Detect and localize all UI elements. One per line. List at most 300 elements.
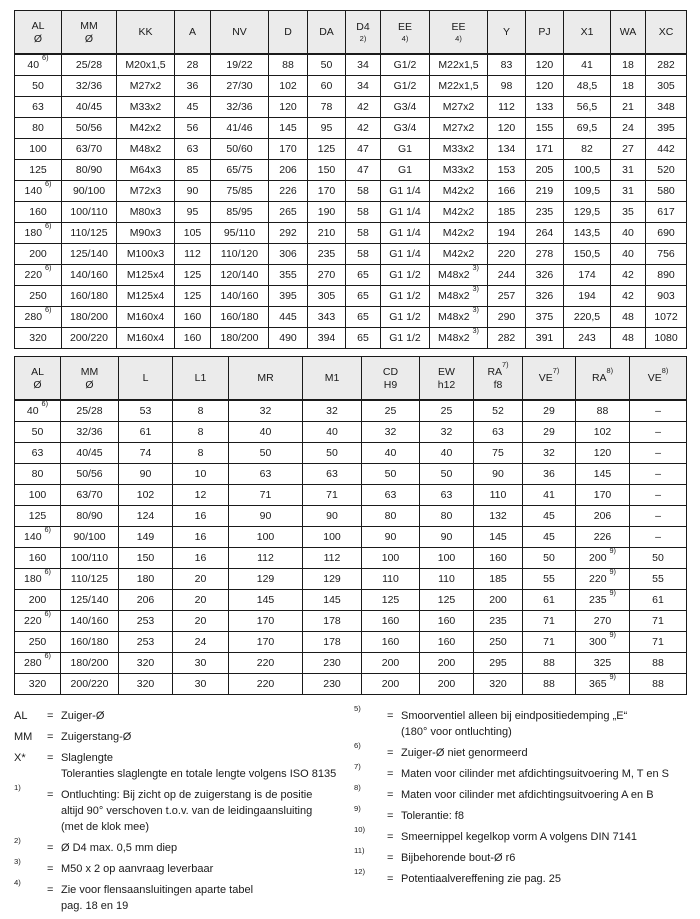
footnote-text-line: altijd 90° verschoven t.o.v. van de leidingaansluiting [61,805,313,817]
table-cell: – [630,443,687,464]
table-cell: 180 $^{6)}$ [15,569,61,590]
footnote-marker: 9) [609,568,616,577]
footnote-text [401,708,686,740]
table-row [15,307,687,328]
table-cell: 129 [303,569,362,590]
table-cell: 134 [488,139,526,160]
table-cell: 326 [526,286,564,307]
table-cell: 125 [15,506,61,527]
table-cell: 88 [576,400,630,422]
column-header [611,11,646,55]
table-cell: 320 [15,328,62,349]
table-cell: 160/180 [62,286,117,307]
table-body [15,400,687,695]
footnote-item [354,845,686,866]
table-cell: 16 [173,527,229,548]
table-cell: 110 [362,569,420,590]
table-cell: 300 $^{9)}$ [576,632,630,653]
footnote-marker: 6) [354,740,361,750]
table-cell: 110 [420,569,474,590]
column-header-sublabel: Ø [85,378,94,391]
table-cell: 50/60 [211,139,269,160]
footnote-text-line: Zuiger-Ø niet genormeerd [401,747,528,759]
footnote-marker: 6) [44,222,52,231]
table-row [15,265,687,286]
column-header-sublabel: 2) [359,34,367,43]
table-cell: 120 [269,97,308,118]
table-cell: 194 [564,286,611,307]
legend-column-left [14,708,354,919]
table-cell: 490 [269,328,308,349]
table-cell: 125 [362,590,420,611]
footnote-marker: 7) [552,365,560,375]
footnote-text [61,708,354,724]
table-cell: 42 [346,118,381,139]
table-cell: 50 [15,76,62,97]
column-header [15,357,61,401]
column-header-sublabel: H9 [383,378,398,391]
footnote-marker: 6) [44,526,51,535]
column-header-label: EW [438,365,455,378]
column-header [420,357,474,401]
table-cell: 140/160 [61,611,119,632]
table-cell: 25 [362,400,420,422]
table-cell: 120 [576,443,630,464]
table-cell: 442 [646,139,687,160]
table-cell: 65 [346,307,381,328]
footnote-text-line: Smeernippel kegelkop vorm A volgens DIN 7141 [401,831,638,843]
table-cell: 47 [346,139,381,160]
table-cell: 320 [474,674,523,695]
footnote-text-line: Zuigerstang-Ø [61,731,132,743]
table-cell: 61 [119,422,173,443]
table-cell: 32 [303,400,362,422]
table-cell: M42x2 [430,181,488,202]
table-row [15,76,687,97]
table-cell: 27 [611,139,646,160]
table-cell: 36 [175,76,211,97]
table-cell: 220,5 [564,307,611,328]
table-cell: 19/22 [211,54,269,76]
table-cell: 112 [229,548,303,569]
footnote-term [354,866,387,887]
footnote-text [401,808,686,824]
table-cell: 27/30 [211,76,269,97]
table-cell: 53 [119,400,173,422]
table-cell: 153 [488,160,526,181]
footnote-item [354,740,686,761]
table-cell: 206 [576,506,630,527]
table-cell: M160x4 [117,307,175,328]
table-cell: 32 [420,422,474,443]
table-cell: 55 [630,569,687,590]
table-cell: 150 [119,548,173,569]
table-cell: 24 [173,632,229,653]
table-cell: 178 [303,611,362,632]
table-cell: 220 $^{6)}$ [15,611,61,632]
table-cell: 29 [523,400,576,422]
table-cell: 150 [308,160,346,181]
table-cell: 226 [269,181,308,202]
column-header-label: Y [502,25,510,38]
column-header [526,11,564,55]
table-cell: 63/70 [61,485,119,506]
column-header-label: X1 [580,25,594,38]
footnote-marker: 6) [42,54,49,63]
footnote-marker: 6) [44,568,51,577]
column-header [564,11,611,55]
table-cell: 80 [420,506,474,527]
table-cell: 120 [488,118,526,139]
footnote-equals: = [387,747,394,759]
table-cell: M64x3 [117,160,175,181]
footnote-marker: 9) [609,589,616,598]
table-cell: 206 [269,160,308,181]
table-cell: 8 [173,443,229,464]
footnote-item [14,750,354,782]
footnote-marker: 9) [609,631,616,640]
table-cell: 52 [474,400,523,422]
table-cell: 160/180 [61,632,119,653]
table-cell: 42 [611,265,646,286]
table-cell: M33x2 [117,97,175,118]
table-cell: 185 [474,569,523,590]
table-cell: 90 [420,527,474,548]
table-row [15,223,687,244]
footnote-equals: = [47,731,54,743]
table-cell: 200 [474,590,523,611]
footnote-equals: = [387,789,394,801]
table-cell: 180 [119,569,173,590]
column-header-label: AL [31,19,45,32]
table-row [15,139,687,160]
table-cell: 125 [175,286,211,307]
table-row [15,202,687,223]
table-cell: 45 [523,527,576,548]
table-cell: G1 [381,160,430,181]
column-header [229,357,303,401]
column-header-label: D [284,25,292,38]
table-cell: 185 [488,202,526,223]
table-cell: 88 [269,54,308,76]
footnote-equals: = [47,789,54,801]
column-header-label: KK [138,25,153,38]
footnote-text [61,861,354,877]
footnote-marker: 2) [14,835,21,845]
table-cell: 80/90 [61,506,119,527]
table-cell: 90 [175,181,211,202]
table-cell: 100 [362,548,420,569]
table-cell: 63 [303,464,362,485]
table-cell: 40 [420,443,474,464]
table-cell: 32 [229,400,303,422]
table-cell: 95 [308,118,346,139]
column-header [430,11,488,55]
table-cell: 140 $^{6)}$ [15,181,62,202]
table-cell: 25/28 [61,400,119,422]
table-cell: 28 [175,54,211,76]
table-cell: 82 [564,139,611,160]
table-cell: 58 [346,202,381,223]
table-cell: 250 [474,632,523,653]
cylinder-dimensions-table-bottom [14,356,687,695]
footnote-text [401,766,686,782]
column-header [15,11,62,55]
table-cell: 71 [229,485,303,506]
footnote-marker: 12) [354,866,366,876]
column-header [211,11,269,55]
table-cell: 125 [420,590,474,611]
column-header-sublabel: 4) [401,34,409,43]
table-cell: 124 [119,506,173,527]
table-cell: 90 [303,506,362,527]
table-header-cells [15,11,687,55]
table-cell: 320 [119,674,173,695]
column-header-label: MR [257,371,274,384]
footnote-text [61,729,354,745]
table-cell: 282 [488,328,526,349]
table-cell: 235 [474,611,523,632]
footnote-marker: 3) [472,264,479,273]
footnote-marker: 7) [502,359,509,369]
column-header-label: VE$^{7)}$ [538,365,560,384]
table-cell: M42x2 [430,223,488,244]
table-header-cells [15,357,687,401]
table-cell: 105 [175,223,211,244]
table-row [15,569,687,590]
table-row [15,286,687,307]
footnote-term [354,824,387,845]
column-header-label: PJ [538,25,551,38]
table-row [15,632,687,653]
table-cell: M48x2 $^{3)}$ [430,328,488,349]
table-cell: 47 [346,160,381,181]
column-header-sublabel: Ø [33,32,43,45]
footnote-text-line: Bijbehorende bout-Ø r6 [401,852,516,864]
table-cell: M42x2 [430,202,488,223]
footnote-equals: = [47,884,54,896]
table-cell: 80 [15,464,61,485]
table-cell: 71 [630,632,687,653]
table-cell: 88 [523,674,576,695]
footnote-equals: = [387,831,394,843]
table-cell: 243 [564,328,611,349]
table-cell: 320 [15,674,61,695]
table-cell: 32/36 [61,422,119,443]
table-cell: G1 1/2 [381,328,430,349]
table-cell: 90/100 [62,181,117,202]
footnote-marker: 6) [44,652,51,661]
table-cell: 34 [346,54,381,76]
table-cell: 32/36 [62,76,117,97]
table-cell: 90 [362,527,420,548]
table-header-row [15,357,687,401]
table-row [15,464,687,485]
table-cell: 756 [646,244,687,265]
table-cell: 102 [119,485,173,506]
table-cell: 83 [488,54,526,76]
table-cell: 88 [523,653,576,674]
column-header-label: XC [658,25,674,38]
footnote-marker: 7) [354,761,361,771]
table-row [15,485,687,506]
table-cell: 150,5 [564,244,611,265]
table-cell: 129 [229,569,303,590]
table-cell: 145 [303,590,362,611]
table-cell: 30 [173,653,229,674]
table-cell: 365 $^{9)}$ [576,674,630,695]
table-cell: 200 [362,674,420,695]
table-cell: 100 [15,485,61,506]
table-cell: 280 $^{6)}$ [15,653,61,674]
table-cell: 120 [526,54,564,76]
table-cell: 42 [611,286,646,307]
table-cell: G1 1/2 [381,265,430,286]
column-header-label: DA [319,25,334,38]
table-cell: M22x1,5 [430,54,488,76]
table-cell: 40 [362,443,420,464]
footnote-marker: 3) [472,327,479,336]
table-cell: 24 [611,118,646,139]
table-cell: M125x4 [117,265,175,286]
table-cell: 125/140 [61,590,119,611]
cylinder-dimensions-table-top [14,10,687,349]
table-cell: 98 [488,76,526,97]
table-cell: 143,5 [564,223,611,244]
table-cell: 348 [646,97,687,118]
table-cell: 250 [15,632,61,653]
table-cell: 20 [173,569,229,590]
table-cell: 292 [269,223,308,244]
table-cell: G1/2 [381,76,430,97]
footnote-text-line: Slaglengte [61,752,113,764]
footnote-marker: 3) [472,306,479,315]
table-cell: 180/200 [61,653,119,674]
table-cell: 306 [269,244,308,265]
table-cell: 325 [576,653,630,674]
table-cell: 71 [523,632,576,653]
table-cell: 200 [15,244,62,265]
table-row [15,160,687,181]
table-cell: 200 [15,590,61,611]
table-cell: 160 [15,548,61,569]
table-cell: 391 [526,328,564,349]
column-header-label: NV [232,25,247,38]
table-cell: – [630,400,687,422]
table-cell: M27x2 [430,97,488,118]
table-cell: 75 [474,443,523,464]
table-cell: 71 [303,485,362,506]
table-cell: 112 [488,97,526,118]
table-cell: G1 1/4 [381,244,430,265]
footnote-marker: 9) [354,803,361,813]
footnote-marker: 6) [44,180,52,189]
table-cell: 445 [269,307,308,328]
table-cell: 50 [308,54,346,76]
column-header-label: WA [619,25,637,38]
table-cell: 100 [15,139,62,160]
table-cell: 180 $^{6)}$ [15,223,62,244]
table-cell: 80 [15,118,62,139]
footnote-equals: = [387,810,394,822]
column-header [117,11,175,55]
table-cell: 145 [269,118,308,139]
table-cell: 63 [362,485,420,506]
footnote-marker: 3) [14,856,21,866]
table-cell: 166 [488,181,526,202]
column-header [61,357,119,401]
legend-footnotes [14,703,686,919]
column-header-sublabel: h12 [437,378,456,391]
column-header [175,11,211,55]
table-cell: 170 [269,139,308,160]
table-cell: G1 1/2 [381,286,430,307]
table-cell: 50/56 [62,118,117,139]
table-cell: 20 [173,590,229,611]
table-cell: 48 [611,307,646,328]
column-header-sublabel: Ø [33,378,42,391]
table-cell: 180/200 [211,328,269,349]
footnote-term: AL [14,710,28,722]
table-cell: 206 [119,590,173,611]
footnote-text [61,787,354,835]
footnote-marker: 6) [44,610,51,619]
column-header-label: CD [382,365,399,378]
legend-column-right [354,703,686,919]
footnote-term [354,761,387,782]
table-cell: M22x1,5 [430,76,488,97]
table-cell: M27x2 [430,118,488,139]
table-cell: 100 [303,527,362,548]
table-cell: 690 [646,223,687,244]
table-cell: 270 [576,611,630,632]
table-cell: 100,5 [564,160,611,181]
table-cell: 520 [646,160,687,181]
column-header-label: MM [80,19,98,32]
table-cell: M33x2 [430,139,488,160]
table-row [15,54,687,76]
table-cell: 145 [576,464,630,485]
table-cell: M48x2 [117,139,175,160]
table-cell: 58 [346,181,381,202]
table-cell: 65 [346,265,381,286]
table-cell: 305 [646,76,687,97]
footnote-equals: = [387,768,394,780]
table-cell: 41 [564,54,611,76]
footnote-text-line: Maten voor cilinder met afdichtingsuitvoering M, T en S [401,768,670,780]
table-cell: 160 [420,611,474,632]
table-cell: 40 [229,422,303,443]
footnote-term [14,835,47,856]
table-cell: 120 [526,76,564,97]
table-cell: 90 [119,464,173,485]
table-cell: 145 [229,590,303,611]
table-cell: 100 [229,527,303,548]
table-cell: M42x2 [430,244,488,265]
footnote-marker: 3) [472,285,479,294]
table-cell: 160 [175,307,211,328]
table-cell: 90 [229,506,303,527]
table-cell: 580 [646,181,687,202]
table-row [15,506,687,527]
footnote-text-line: M50 x 2 op aanvraag leverbaar [61,863,214,875]
table-cell: 90 [474,464,523,485]
column-header-label: D4 [356,21,370,33]
footnote-text-line: Maten voor cilinder met afdichtingsuitvoering A en B [401,789,654,801]
footnote-term [354,703,387,740]
table-cell: 25/28 [62,54,117,76]
table-cell: 617 [646,202,687,223]
